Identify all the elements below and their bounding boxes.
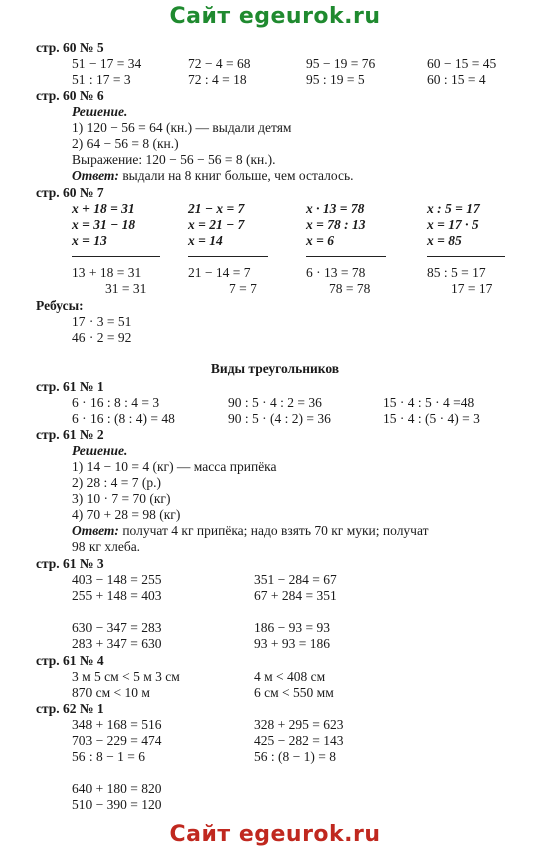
heading-p60-n5: стр. 60 № 5 (36, 40, 104, 55)
check-equation: 17 = 17 (451, 281, 493, 296)
equation: 93 + 93 = 186 (254, 636, 330, 651)
check-equation: 85 : 5 = 17 (427, 265, 486, 280)
equation: 6 · 16 : (8 : 4) = 48 (72, 411, 175, 426)
heading-p61-n1: стр. 61 № 1 (36, 379, 104, 394)
equation: 60 : 15 = 4 (427, 72, 486, 87)
equation: x : 5 = 17 (427, 201, 480, 216)
answer-label: Ответ: (72, 523, 119, 538)
equation: 640 + 180 = 820 (72, 781, 162, 796)
equation: 283 + 347 = 630 (72, 636, 162, 651)
equation: 328 + 295 = 623 (254, 717, 344, 732)
equation: 51 : 17 = 3 (72, 72, 131, 87)
solution-line: 1) 14 − 10 = 4 (кг) — масса припёка (72, 459, 277, 474)
solution-label: Решение. (72, 104, 128, 119)
equation: 51 − 17 = 34 (72, 56, 142, 71)
comparison: 3 м 5 см < 5 м 3 см (72, 669, 180, 684)
heading-p61-n2: стр. 61 № 2 (36, 427, 104, 442)
banner-site-url: egeurok.ru (238, 822, 381, 847)
equation: 67 + 284 = 351 (254, 588, 337, 603)
check-rule (188, 256, 268, 257)
equation: 95 − 19 = 76 (306, 56, 376, 71)
answer-continuation: 98 кг хлеба. (72, 539, 141, 554)
equation: 90 : 5 · 4 : 2 = 36 (228, 395, 322, 410)
check-equation: 7 = 7 (229, 281, 257, 296)
equation: x + 18 = 31 (72, 201, 135, 216)
equation: 6 · 16 : 8 : 4 = 3 (72, 395, 160, 410)
solution-label: Решение. (72, 443, 128, 458)
answer-text: получат 4 кг припёка; надо взять 70 кг муки; получат (118, 523, 429, 538)
equation: x = 14 (188, 233, 223, 248)
answer-line (72, 523, 429, 539)
equation: x = 78 : 13 (306, 217, 366, 232)
comparison: 4 м < 408 см (254, 669, 326, 684)
check-equation: 6 · 13 = 78 (306, 265, 366, 280)
solution-line: Выражение: 120 − 56 − 56 = 8 (кн.). (72, 152, 276, 167)
equation: 186 − 93 = 93 (254, 620, 330, 635)
equation: x = 21 − 7 (188, 217, 245, 232)
section-title: Виды треугольников (210, 361, 340, 376)
equation: 630 − 347 = 283 (72, 620, 162, 635)
equation: x = 31 − 18 (72, 217, 136, 232)
heading-p61-n4: стр. 61 № 4 (36, 653, 104, 668)
equation: x = 13 (72, 233, 107, 248)
banner-site-word: Сайт (169, 822, 231, 847)
check-rule (427, 256, 505, 257)
check-equation: 13 + 18 = 31 (72, 265, 142, 280)
equation: x = 17 · 5 (427, 217, 479, 232)
banner-site-url: egeurok.ru (238, 4, 381, 29)
site-banner-bottom (0, 822, 550, 847)
heading-p61-n3: стр. 61 № 3 (36, 556, 104, 571)
solution-line: 2) 64 − 56 = 8 (кн.) (72, 136, 179, 151)
check-equation: 31 = 31 (105, 281, 147, 296)
equation: 95 : 19 = 5 (306, 72, 365, 87)
equation: 72 : 4 = 18 (188, 72, 247, 87)
heading-p62-n1: стр. 62 № 1 (36, 701, 104, 716)
solution-line: 1) 120 − 56 = 64 (кн.) — выдали детям (72, 120, 292, 135)
rebus-line: 46 · 2 = 92 (72, 330, 132, 345)
equation: x = 6 (306, 233, 334, 248)
equation: 56 : (8 − 1) = 8 (254, 749, 336, 764)
rebus-line: 17 · 3 = 51 (72, 314, 132, 329)
answer-label: Ответ: (72, 168, 119, 183)
site-banner-top (0, 4, 550, 29)
solution-line: 3) 10 · 7 = 70 (кг) (72, 491, 171, 506)
comparison: 870 см < 10 м (72, 685, 150, 700)
equation: 60 − 15 = 45 (427, 56, 497, 71)
equation: 351 − 284 = 67 (254, 572, 337, 587)
check-rule (306, 256, 386, 257)
banner-site-word: Сайт (169, 4, 231, 29)
heading-p60-n6: стр. 60 № 6 (36, 88, 104, 103)
equation: 255 + 148 = 403 (72, 588, 162, 603)
equation: 348 + 168 = 516 (72, 717, 162, 732)
equation: 72 − 4 = 68 (188, 56, 251, 71)
heading-p60-n7: стр. 60 № 7 (36, 185, 104, 200)
equation: x · 13 = 78 (306, 201, 365, 216)
equation: 425 − 282 = 143 (254, 733, 344, 748)
equation: 15 · 4 : 5 · 4 =48 (383, 395, 475, 410)
equation: 403 − 148 = 255 (72, 572, 162, 587)
equation: 510 − 390 = 120 (72, 797, 162, 812)
solution-line: 4) 70 + 28 = 98 (кг) (72, 507, 181, 522)
check-equation: 21 − 14 = 7 (188, 265, 251, 280)
equation: 15 · 4 : (5 · 4) = 3 (383, 411, 480, 426)
equation: 90 : 5 · (4 : 2) = 36 (228, 411, 331, 426)
check-rule (72, 256, 160, 257)
equation: 56 : 8 − 1 = 6 (72, 749, 145, 764)
equation: x = 85 (427, 233, 462, 248)
solution-line: 2) 28 : 4 = 7 (р.) (72, 475, 161, 490)
answer-line (72, 168, 353, 184)
heading-rebus: Ребусы: (36, 298, 84, 313)
answer-text: выдали на 8 книг больше, чем осталось. (118, 168, 354, 183)
check-equation: 78 = 78 (329, 281, 371, 296)
equation: 703 − 229 = 474 (72, 733, 162, 748)
comparison: 6 см < 550 мм (254, 685, 334, 700)
equation: 21 − x = 7 (188, 201, 245, 216)
